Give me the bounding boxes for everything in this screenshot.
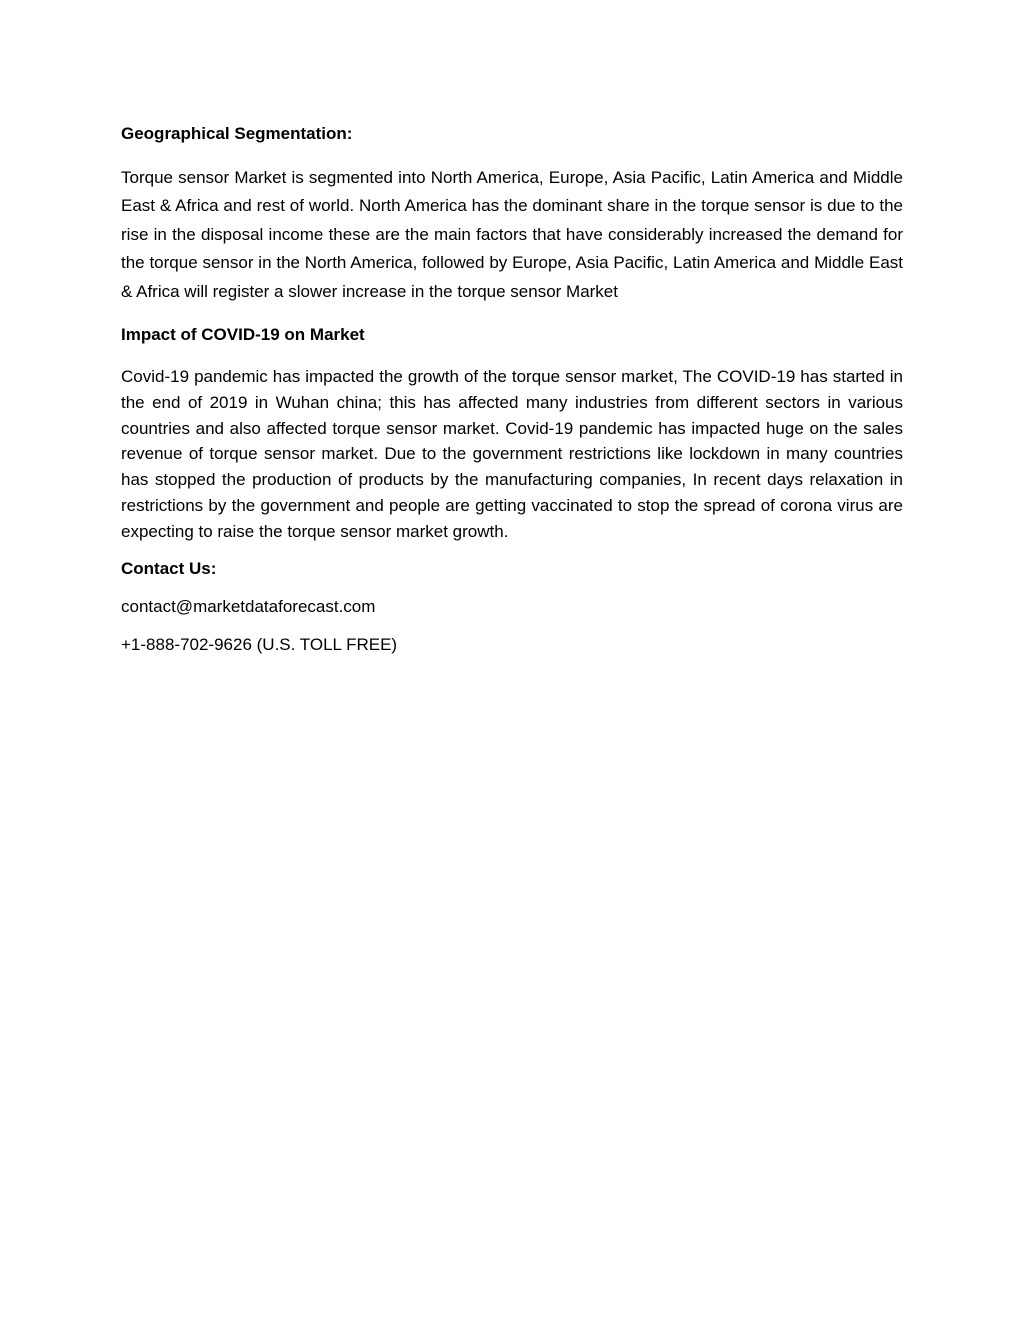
- covid-impact-paragraph: Covid-19 pandemic has impacted the growth of the torque sensor market, The COVID-19 has started in the end of 2019 in Wuhan china; this has affected many industries from different sectors in various countries and also affected torque sensor market. Covid-19 pandemic has impacted huge on the sales revenue of torque sensor market. Due to the government restrictions like lockdown in many countries has stopped the production of products by the manufacturing companies, In recent days relaxation in restrictions by the government and people are getting vaccinated to stop the spread of corona virus are expecting to raise the torque sensor market growth.: [121, 367, 903, 541]
- geographical-segmentation-heading: Geographical Segmentation:: [121, 124, 353, 143]
- document-content: [121, 120, 903, 659]
- geographical-segmentation-paragraph: Torque sensor Market is segmented into North America, Europe, Asia Pacific, Latin America and Middle East & Africa and rest of world. North America has the dominant share in the torque sensor is due to the rise in the disposal income these are the main factors that have considerably increased the demand for the torque sensor in the North America, followed by Europe, Asia Pacific, Latin America and Middle East & Africa will register a slower increase in the torque sensor Market: [121, 168, 903, 301]
- contact-email: contact@marketdataforecast.com: [121, 596, 376, 616]
- covid-impact-heading: Impact of COVID-19 on Market: [121, 325, 365, 345]
- contact-us-heading: Contact Us:: [121, 558, 217, 578]
- contact-phone: +1-888-702-9626 (U.S. TOLL FREE): [121, 634, 398, 654]
